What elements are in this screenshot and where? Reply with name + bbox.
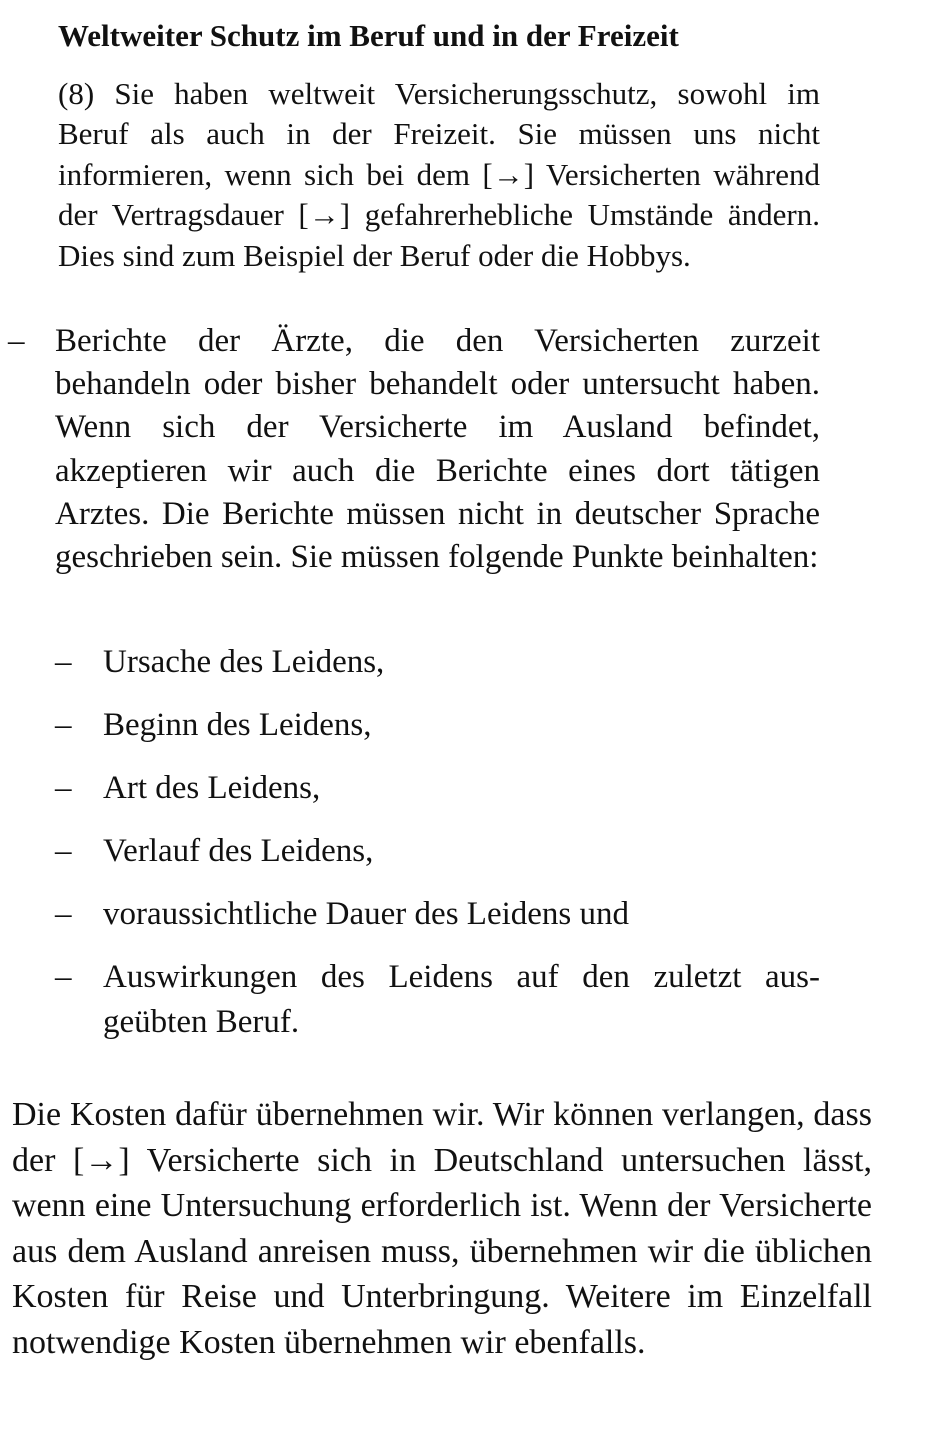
bullet-dash: – [8, 323, 25, 359]
list-item-text: Art des Leidens, [103, 770, 321, 806]
list-item-text: Beginn des Leidens, [103, 707, 372, 743]
list-item-text: Ursache des Leidens, [103, 644, 385, 680]
list-item-text: voraussichtliche Dauer des Leidens und [103, 896, 630, 932]
list-dash: – [55, 959, 72, 995]
section-heading: Weltweiter Schutz im Beruf und in der Freizeit [58, 18, 679, 53]
list-dash: – [55, 707, 72, 743]
list-item-text: Auswirkungen des Leidens auf den zuletzt ausgeübten Beruf. [103, 959, 820, 1040]
closing-paragraph: Die Kosten dafür übernehmen wir. Wir können verlangen, dass der [→] Versicherte sich in Deutschland untersuchen lässt, wenn eine Untersuchung erforderlich ist. Wenn der Versicherte aus dem Ausland anreisen muss, übernehmen wir die üblichen Kosten für Reise und Unterbringung. Weitere im Einzelfall notwendige Kosten übernehmen wir ebenfalls. [12, 1096, 872, 1361]
list-dash: – [55, 770, 72, 806]
list-dash: – [55, 896, 72, 932]
bullet-text: Berichte der Ärzte, die den Versicherten zurzeit behandeln oder bisher behandelt oder untersucht haben. Wenn sich der Versicherte im Ausland befindet, akzeptieren wir auch die Berichte eines dort tätigen Arztes. Die Berichte müssen nicht in deutscher Sprache geschrieben sein. Sie müssen folgende Punkte beinhalten: [55, 323, 820, 576]
list-dash: – [55, 833, 72, 869]
list-dash: – [55, 644, 72, 680]
list-item-text: Verlauf des Leidens, [103, 833, 374, 869]
paragraph-8: (8) Sie haben weltweit Versicherungsschutz, sowohl im Beruf als auch in der Freizeit. Sie müssen uns nicht informieren, wenn sich bei dem [→] Versicherten während der Vertragsdauer [→] gefahrerhebliche Umstände ändern. Dies sind zum Beispiel der Beruf oder die Hobbys. [58, 76, 820, 273]
